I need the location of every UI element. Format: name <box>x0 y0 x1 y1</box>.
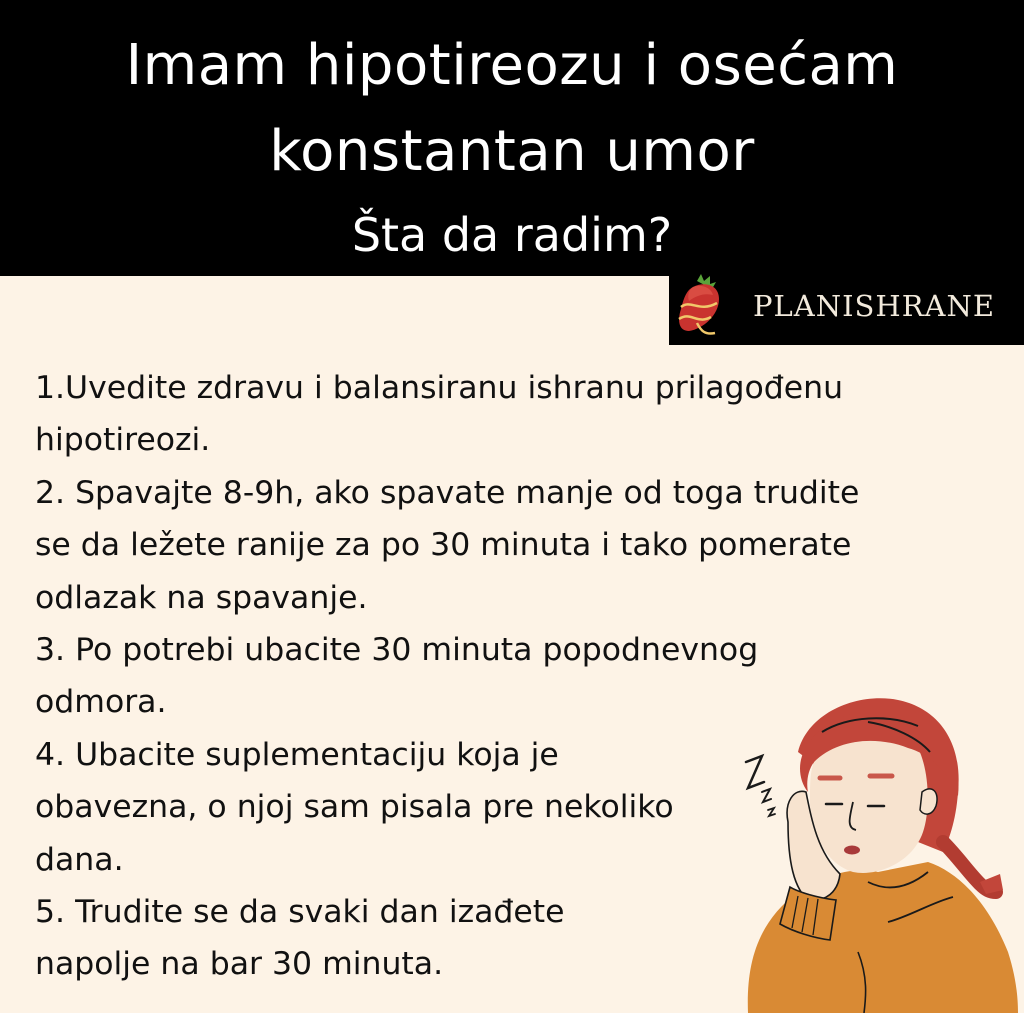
header-banner <box>0 0 1024 276</box>
tip-line: hipotireozi. <box>35 422 211 459</box>
title-line-1: Imam hipotireozu i osećam <box>125 33 899 98</box>
tip-line: 2. Spavajte 8-9h, ako spavate manje od toga trudite <box>35 474 860 511</box>
strawberry-measuring-tape-icon <box>675 273 727 339</box>
tip-line: 1.Uvedite zdravu i balansiranu ishranu prilagođenu <box>35 370 844 406</box>
tip-line: odmora. <box>35 684 167 721</box>
tip-line: 4. Ubacite suplementaciju koja je <box>35 736 559 773</box>
tip-line: 5. Trudite se da svaki dan izađete <box>35 894 565 931</box>
tip-line: se da ležete ranije za po 30 minuta i tako pomerate <box>35 527 852 564</box>
subtitle: Šta da radim? <box>351 208 673 262</box>
brand-name: PLANISHRANE <box>753 288 996 323</box>
tip-line: napolje na bar 30 minuta. <box>35 946 444 983</box>
tip-line: obavezna, o njoj sam pisala pre nekoliko <box>35 789 674 826</box>
brand-logo <box>669 266 1024 345</box>
tip-line: dana. <box>35 841 124 878</box>
title-line-2: konstantan umor <box>269 119 755 184</box>
tip-line: odlazak na spavanje. <box>35 579 368 616</box>
tired-woman-illustration <box>718 692 1024 1013</box>
tip-line: 3. Po potrebi ubacite 30 minuta popodnevnog <box>35 632 759 669</box>
